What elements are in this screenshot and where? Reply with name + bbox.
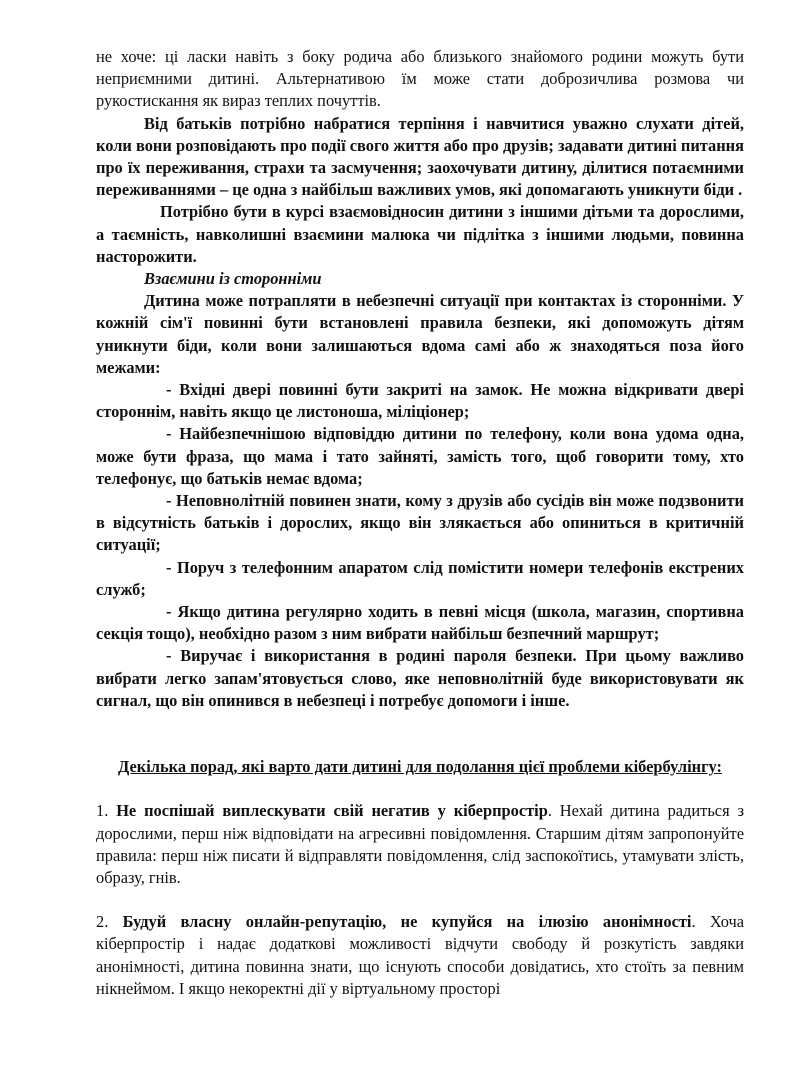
spacer bbox=[96, 712, 744, 756]
tip-number: 1. bbox=[96, 801, 109, 821]
tip-text: . Нехай дитина радиться з дорослими, перш ніж відповідати на агресивні повідомлення. Старшим дітям запропонуйте правила: перш ніж писати й відправляти повідомлення, слід заспокоїтись, утамувати злість, образу, гнів. bbox=[96, 801, 744, 887]
subheading-strangers: Взаємини із сторонніми bbox=[144, 269, 322, 289]
tip-number: 2. bbox=[96, 912, 109, 932]
section-heading: Декілька порад, які варто дати дитині для подолання цієї проблеми кібербулінгу: bbox=[118, 757, 722, 777]
rule-item: - Якщо дитина регулярно ходить в певні місця (школа, магазин, спортивна секція тощо), необхідно разом з ним вибрати найбільш безпечний маршрут; bbox=[96, 602, 744, 644]
rule-item: - Неповнолітній повинен знати, кому з друзів або сусідів він може подзвонити в відсутність батьків і дорослих, якщо він злякається або опиниться в критичній ситуації; bbox=[96, 491, 744, 555]
rule-item: - Поруч з телефонним апаратом слід помістити номери телефонів екстрених служб; bbox=[96, 557, 744, 599]
tip-title: Не поспішай виплескувати свій негатив у кіберпростір bbox=[116, 801, 548, 821]
paragraph-strangers: Дитина може потрапляти в небезпечні ситуації при контактах із сторонніми. У кожній сім'ї повинні бути встановлені правила безпеки, які допоможуть дітям уникнути біди, коли вони залишаються вдома самі або ж знаходяться поза його межами: bbox=[96, 291, 744, 377]
tip-item-2 bbox=[96, 911, 744, 1000]
tip-item-1 bbox=[96, 800, 744, 889]
paragraph-intro: не хоче: ці ласки навіть з боку родича або близького знайомого родини можуть бути неприємними дитині. Альтернативою їм може стати доброзичлива розмова чи рукостискання як вираз теплих почуттів. bbox=[96, 47, 744, 111]
paragraph-relationships: Потрібно бути в курсі взаємовідносин дитини з іншими дітьми та дорослими, а таємність, навколишні взаємини малюка чи підлітка з іншими людьми, повинна насторожити. bbox=[96, 202, 744, 266]
tip-text: . Хоча кіберпростір і надає додаткові можливості відчути свободу й розкутість завдяки анонімності, дитина повинна знати, що існують способи довідатись, хто стоїть за певним нікнеймом. І якщо некоректні дії у віртуальному просторі bbox=[96, 912, 744, 998]
rule-item: - Найбезпечнішою відповіддю дитини по телефону, коли вона удома одна, може бути фраза, що мама і тато зайняті, замість того, щоб говорити тому, хто телефонує, що батьків немає вдома; bbox=[96, 424, 744, 488]
rule-item: - Виручає і використання в родині пароля безпеки. При цьому важливо вибрати легко запам'ятовується слово, яке неповнолітній буде використовувати як сигнал, що він опинився в небезпеці і потребує допомоги і інше. bbox=[96, 646, 744, 710]
tip-title: Будуй власну онлайн-репутацію, не купуйся на ілюзію анонімності bbox=[122, 912, 692, 932]
rule-item: - Вхідні двері повинні бути закриті на замок. Не можна відкривати двері стороннім, навіть якщо це листоноша, міліціонер; bbox=[96, 380, 744, 422]
spacer bbox=[96, 778, 744, 800]
spacer bbox=[96, 889, 744, 911]
paragraph-parents-patience: Від батьків потрібно набратися терпіння і навчитися уважно слухати дітей, коли вони розповідають про події свого життя або про друзів; задавати дитині питання про їх переживання, страхи та засмучення; заохочувати дитину, ділитися потаємними переживаннями – це одна з найбільш важливих умов, які допомагають уникнути біди . bbox=[96, 113, 744, 200]
